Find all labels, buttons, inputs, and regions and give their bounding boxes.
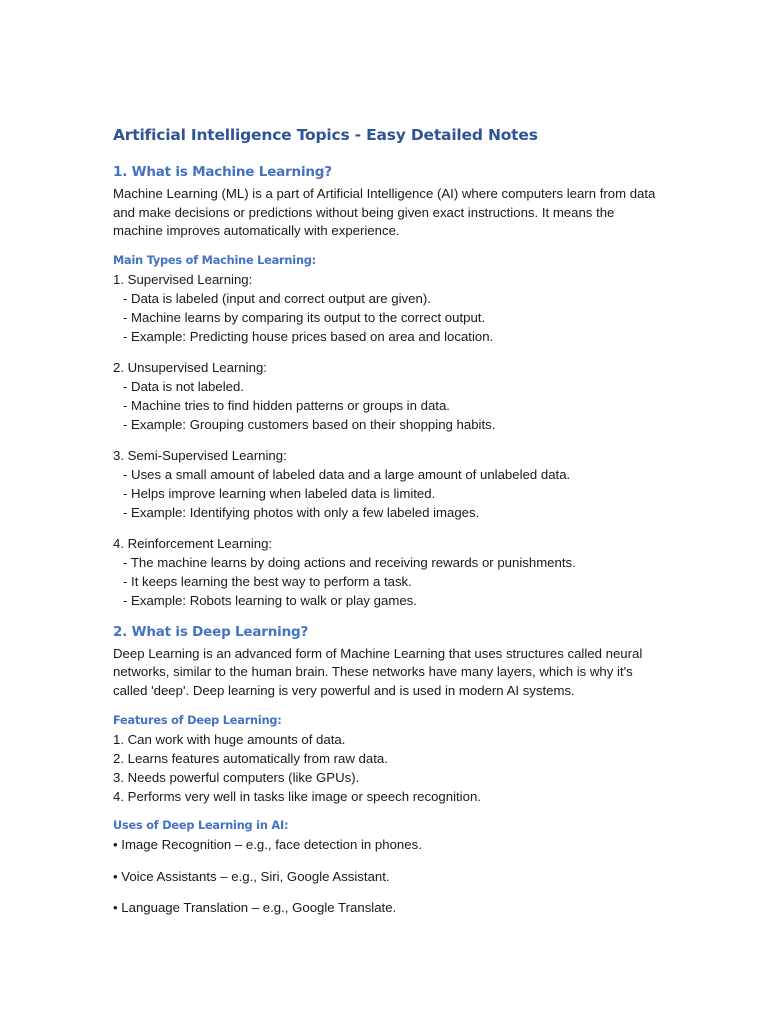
ml-type-point: - Machine tries to find hidden patterns or groups in data. [123,398,450,414]
ml-type-point: - Data is not labeled. [123,379,244,395]
dl-uses-heading: Uses of Deep Learning in AI: [113,819,289,833]
dl-features-list [113,730,658,806]
ml-types-heading: Main Types of Machine Learning: [113,254,316,268]
ml-type-point: - Example: Predicting house prices based on area and location. [123,329,494,345]
document-page [113,124,658,930]
ml-type-point: - Helps improve learning when labeled data is limited. [123,486,436,502]
section-heading-dl: 2. What is Deep Learning? [113,623,309,640]
ml-type-point: - Example: Identifying photos with only a few labeled images. [123,505,480,521]
ml-type-title: 4. Reinforcement Learning: [113,535,273,551]
ml-type-supervised [113,270,658,346]
list-item: • Voice Assistants – e.g., Siri, Google Assistant. [113,868,390,884]
ml-type-point: - Example: Robots learning to walk or play games. [123,593,417,609]
ml-type-reinforcement [113,534,658,610]
document-title: Artificial Intelligence Topics - Easy Detailed Notes [113,126,538,144]
ml-type-title: 1. Supervised Learning: [113,272,253,288]
ml-type-point: - Data is labeled (input and correct output are given). [123,291,431,307]
ml-type-point: - It keeps learning the best way to perform a task. [123,573,412,589]
ml-type-unsupervised [113,358,658,434]
dl-intro-paragraph: Deep Learning is an advanced form of Machine Learning that uses structures called neural networks, similar to the human brain. These networks have many layers, which is why it's called 'deep'. Deep learning is very powerful and is used in modern AI systems. [113,645,643,699]
list-item: 2. Learns features automatically from raw data. [113,750,388,766]
section-heading-ml: 1. What is Machine Learning? [113,164,332,180]
ml-type-semi-supervised [113,446,658,522]
ml-type-title: 3. Semi-Supervised Learning: [113,447,287,463]
list-item: 3. Needs powerful computers (like GPUs). [113,769,360,785]
list-item: • Image Recognition – e.g., face detection in phones. [113,837,422,853]
ml-intro-paragraph: Machine Learning (ML) is a part of Artificial Intelligence (AI) where computers learn from data and make decisions or predictions without being given exact instructions. It means the machine improves automatically with experience. [113,186,656,239]
list-item: • Language Translation – e.g., Google Translate. [113,900,397,916]
list-item: 4. Performs very well in tasks like image or speech recognition. [113,789,481,804]
ml-type-point: - Uses a small amount of labeled data and a large amount of unlabeled data. [123,466,571,482]
dl-uses-list [113,835,658,917]
ml-type-title: 2. Unsupervised Learning: [113,359,267,375]
ml-type-point: - Machine learns by comparing its output to the correct output. [123,310,486,326]
list-item: 1. Can work with huge amounts of data. [113,731,346,747]
ml-type-point: - The machine learns by doing actions and receiving rewards or punishments. [123,554,576,570]
ml-type-point: - Example: Grouping customers based on their shopping habits. [123,417,496,433]
dl-features-heading: Features of Deep Learning: [113,713,282,727]
